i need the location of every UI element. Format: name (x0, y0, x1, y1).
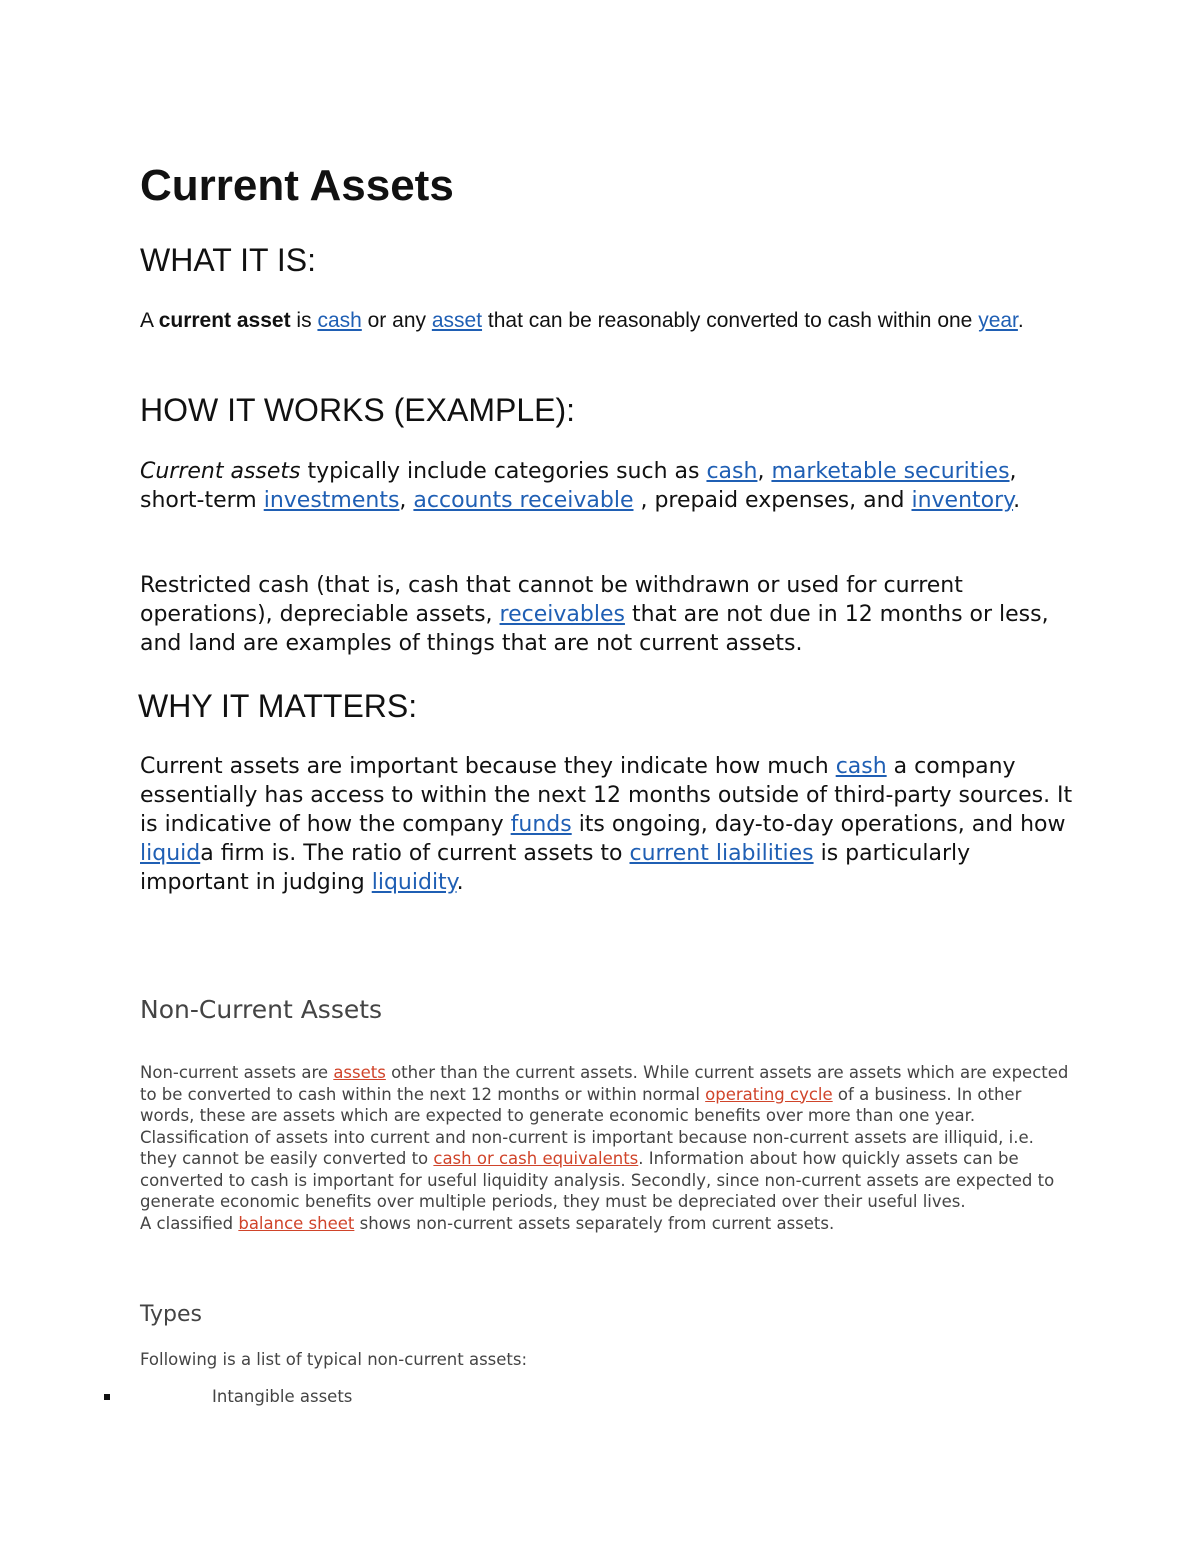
text: . (456, 870, 464, 895)
link-liquid[interactable]: liquid (140, 841, 201, 866)
text: . (1017, 309, 1024, 332)
text: is (290, 309, 318, 332)
link-accounts-receivable[interactable]: accounts receivable (413, 488, 634, 513)
heading-types: Types (140, 1302, 202, 1327)
link-cash[interactable]: cash (706, 459, 758, 484)
text: other than the current assets. While current assets are assets which are expected to be converted to cash within the next 12 months or within normal (140, 1063, 1069, 1104)
text: . Information about how quickly assets can be converted to cash is important for useful liquidity analysis. Secondly, since non-current assets are expected to generate economic benefits over multiple periods, they must be depreciated over their useful lives. (140, 1149, 1055, 1211)
link-investments[interactable]: investments (263, 488, 400, 513)
link-cash[interactable]: cash (835, 754, 887, 779)
link-asset[interactable]: asset (431, 309, 483, 332)
paragraph-importance (140, 752, 1080, 897)
text: A classified (140, 1213, 239, 1233)
paragraph-classification (140, 1127, 1070, 1213)
link-funds[interactable]: funds (510, 812, 572, 837)
heading-why-it-matters: WHY IT MATTERS: (138, 688, 418, 724)
text: Current assets are important because they indicate how much (140, 754, 836, 779)
text: or any (361, 309, 432, 332)
paragraph-non-current-definition (140, 1062, 1070, 1127)
paragraph-balance-sheet (140, 1213, 1070, 1235)
heading-non-current-assets: Non-Current Assets (140, 995, 383, 1024)
text: that can be reasonably converted to cash within one (482, 309, 979, 332)
link-assets[interactable]: assets (333, 1063, 386, 1082)
heading-how-it-works: HOW IT WORKS (EXAMPLE): (140, 392, 575, 428)
text: that are not due in 12 months or less, and land are examples of things that are not current assets. (140, 602, 1049, 656)
bold-term-current-asset: current asset (158, 309, 291, 332)
text: of a business. In other words, these are assets which are expected to generate economic benefits over more than one year. (140, 1084, 1022, 1125)
link-marketable-securities[interactable]: marketable securities (771, 459, 1010, 484)
link-liquidity[interactable]: liquidity (371, 870, 457, 895)
list-bullet-icon (104, 1394, 110, 1400)
link-cash[interactable]: cash (317, 309, 362, 332)
text: a firm is. The ratio of current assets to (200, 841, 630, 866)
italic-term-current-assets: Current assets (140, 459, 301, 484)
text: its ongoing, day-to-day operations, and how (571, 812, 1066, 837)
link-cash-equivalents[interactable]: cash or cash equivalents (433, 1149, 639, 1168)
text: , prepaid expenses, and (633, 488, 912, 513)
link-operating-cycle[interactable]: operating cycle (705, 1084, 833, 1104)
text: shows non-current assets separately from current assets. (354, 1213, 835, 1233)
section-non-current-text (140, 1062, 1070, 1234)
text: typically include categories such as (300, 459, 707, 484)
text: A (140, 309, 159, 332)
paragraph-restricted-cash (140, 571, 1080, 658)
text: , (757, 459, 772, 484)
heading-what-it-is: WHAT IT IS: (140, 242, 317, 278)
list-item-intangible-assets: Intangible assets (212, 1387, 353, 1406)
text: Non-current assets are (140, 1063, 334, 1082)
paragraph-definition (140, 307, 1040, 335)
text: Restricted cash (that is, cash that cannot be withdrawn or used for current operations), depreciable assets, (140, 573, 963, 627)
link-inventory[interactable]: inventory (911, 488, 1014, 513)
types-intro: Following is a list of typical non-current assets: (140, 1350, 528, 1369)
link-current-liabilities[interactable]: current liabilities (629, 841, 814, 866)
text: . (1013, 488, 1021, 513)
text: is particularly important in judging (140, 841, 971, 895)
page-title: Current Assets (140, 161, 454, 210)
link-year[interactable]: year (978, 309, 1018, 332)
paragraph-categories (140, 457, 1080, 515)
text: , (399, 488, 414, 513)
link-balance-sheet[interactable]: balance sheet (238, 1213, 355, 1233)
text: , short-term (140, 459, 1017, 513)
text: Classification of assets into current and non-current is important because non-current assets are illiquid, i.e. they cannot be easily converted to (140, 1127, 1034, 1168)
text: a company essentially has access to within the next 12 months outside of third-party sources. It is indicative of how the company (140, 754, 1073, 837)
link-receivables[interactable]: receivables (499, 602, 625, 627)
